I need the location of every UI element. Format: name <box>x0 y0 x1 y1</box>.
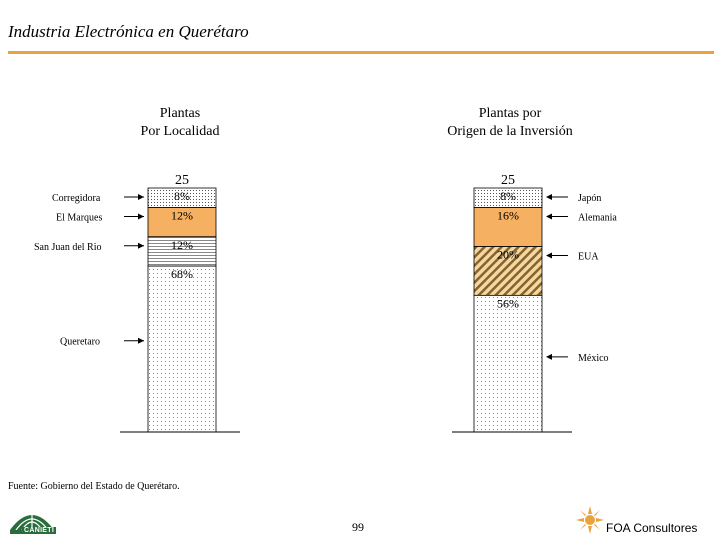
chart1-data-label: 12% <box>171 208 193 223</box>
chart2-legend-label: EUA <box>578 251 599 263</box>
chart2-data-label: 56% <box>497 296 519 311</box>
chart2-legend-label: México <box>578 352 609 364</box>
chart2-legend-label: Alemania <box>578 212 617 224</box>
chart2-legend-label: Japón <box>578 193 602 204</box>
chart2-legend-arrowhead <box>546 214 552 220</box>
chart1-data-label: 12% <box>171 237 193 252</box>
chart1-data-label: 68% <box>171 267 193 282</box>
chart1-legend-arrowhead <box>138 214 144 220</box>
chart1-legend-arrowhead <box>138 243 144 249</box>
page-number: 99 <box>352 520 364 534</box>
foa-sun-logo-icon <box>576 506 604 534</box>
slide-title: Industria Electrónica en Querétaro <box>8 22 249 41</box>
chart1-legend-label: Corregidora <box>52 193 101 204</box>
chart2-total-label: 25 <box>501 173 515 188</box>
chart1-bar-segment <box>148 266 216 432</box>
chart1-legend-label: San Juan del Rio <box>34 241 102 253</box>
chart2-legend-arrowhead <box>546 194 552 200</box>
chart2-title-line1: Plantas por <box>478 106 542 121</box>
chart1-title-line1: Plantas <box>159 106 201 121</box>
source-note: Fuente: Gobierno del Estado de Querétaro. <box>8 481 180 492</box>
chart1-title-line2: Por Localidad <box>140 124 220 139</box>
chart1-total-label: 25 <box>175 173 189 188</box>
chart2-data-label: 8% <box>500 189 516 203</box>
chart2-title-line2: Origen de la Inversión <box>447 124 573 139</box>
chart2-data-label: 20% <box>497 247 519 262</box>
chart1-legend-label: Queretaro <box>60 336 100 348</box>
chart2-legend-arrowhead <box>546 354 552 360</box>
company-name: FOA Consultores <box>606 521 698 535</box>
chart2-bar-segment <box>474 295 542 432</box>
chart1-legend-label: El Marques <box>56 212 103 224</box>
chart1-data-label: 8% <box>174 189 190 203</box>
chart2-data-label: 16% <box>497 208 519 223</box>
canieti-logo-text: CANIETI <box>24 527 55 534</box>
chart1-legend-arrowhead <box>138 194 144 200</box>
chart2-legend-arrowhead <box>546 253 552 259</box>
chart1-legend-arrowhead <box>138 338 144 344</box>
